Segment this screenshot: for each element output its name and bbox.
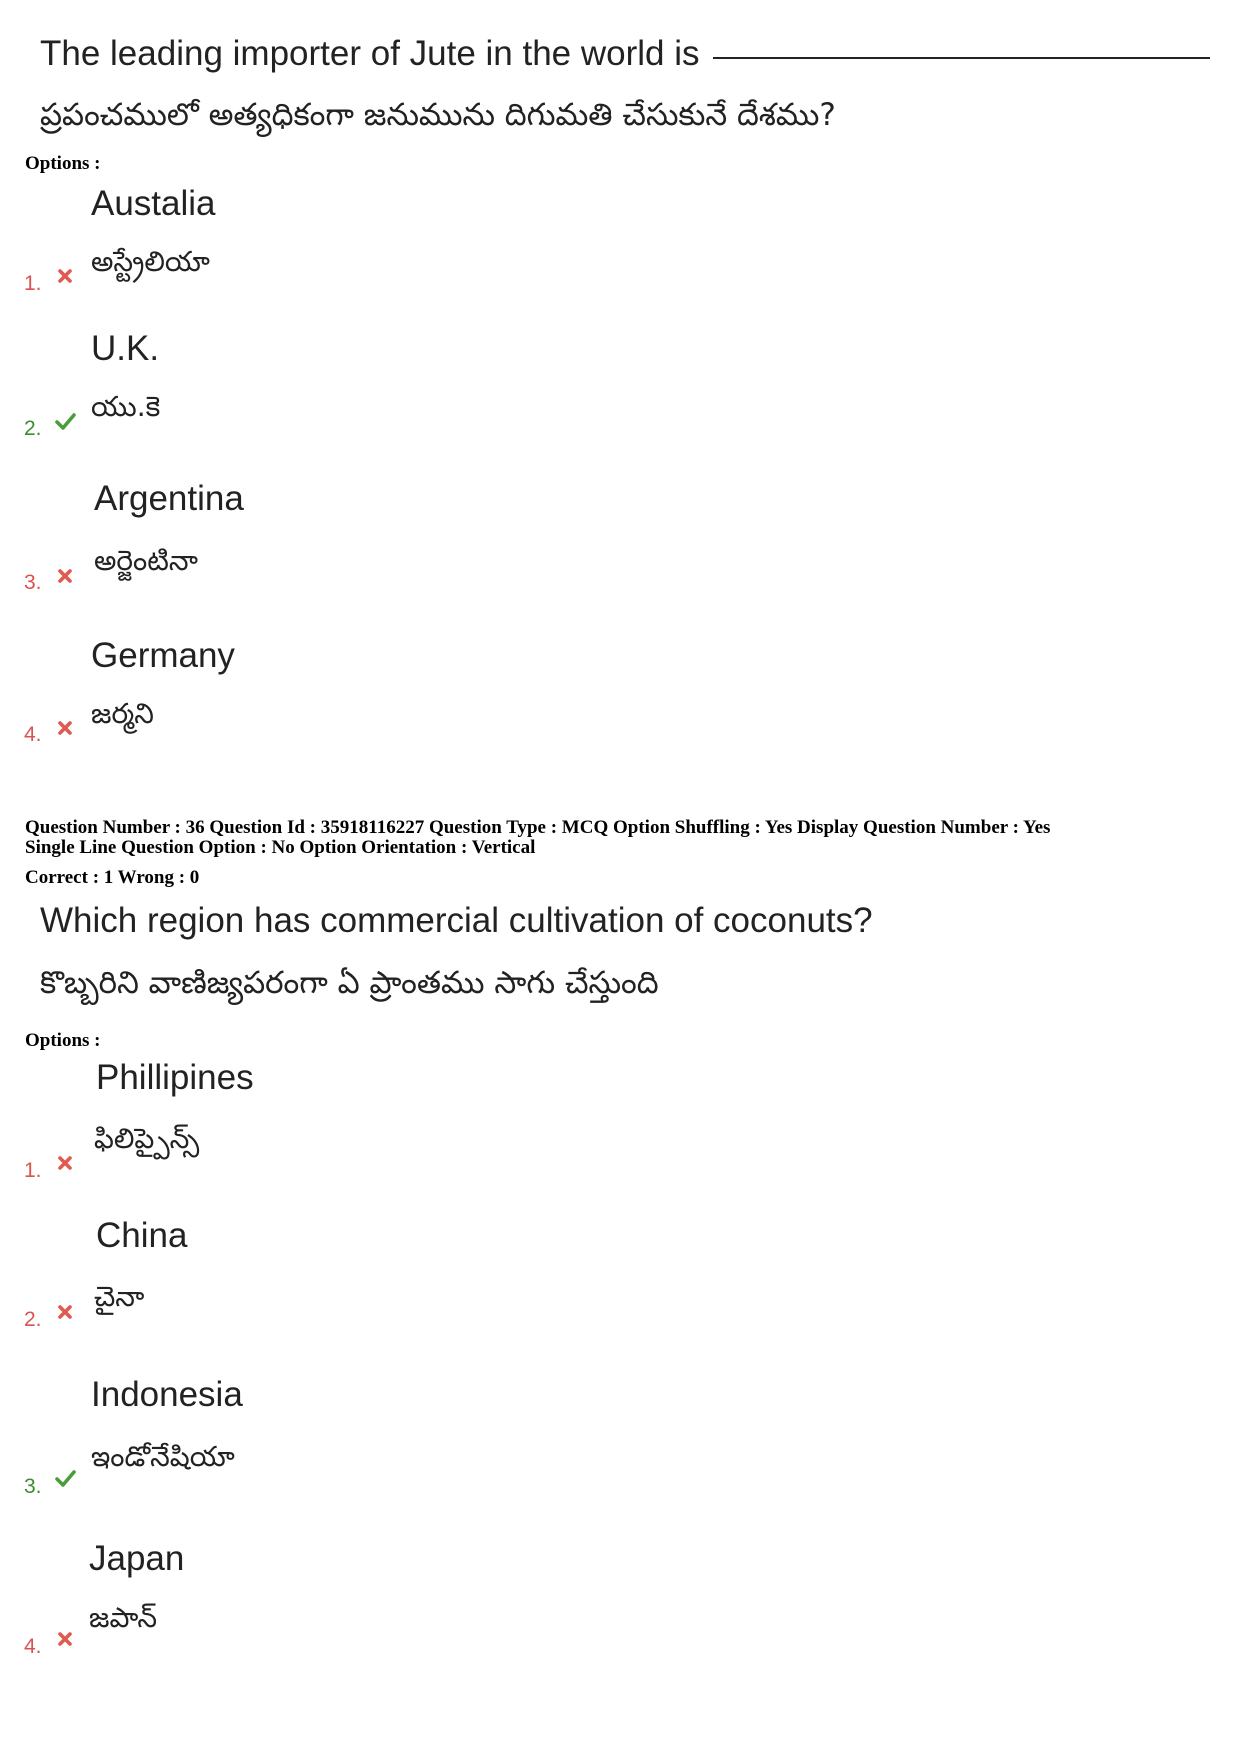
option-number: 3. bbox=[24, 1475, 42, 1498]
question-marks-line: Correct : 1 Wrong : 0 bbox=[25, 867, 200, 888]
option-text-te: జర్మని bbox=[91, 697, 154, 730]
options-label: Options : bbox=[25, 1030, 101, 1051]
option-text-te: యు.కె bbox=[91, 390, 161, 423]
check-icon bbox=[54, 410, 76, 432]
options-label: Options : bbox=[25, 153, 101, 174]
option-number: 4. bbox=[24, 1635, 42, 1658]
option-text-te: జపాన్ bbox=[89, 1601, 157, 1634]
cross-icon bbox=[54, 265, 76, 287]
option-text-te: ఫిలిప్పైన్స్ bbox=[94, 1122, 200, 1155]
option-number: 3. bbox=[24, 571, 42, 594]
cross-icon bbox=[54, 1301, 76, 1323]
option-number: 2. bbox=[24, 417, 42, 440]
option-text-en: Argentina bbox=[94, 479, 244, 518]
cross-icon bbox=[54, 565, 76, 587]
question-text-te: కొబ్బరిని వాణిజ్యపరంగా ఏ ప్రాంతము సాగు చేస్తుంది bbox=[40, 965, 659, 1001]
question-meta-line: Single Line Question Option : No Option Orientation : Vertical bbox=[25, 837, 536, 858]
option-number: 1. bbox=[24, 272, 42, 295]
option-number: 1. bbox=[24, 1159, 42, 1182]
option-text-en: Japan bbox=[89, 1539, 185, 1578]
option-text-te: అస్ట్రేలియా bbox=[91, 245, 210, 278]
question-text-te: ప్రపంచములో అత్యధికంగా జనుమును దిగుమతి చేసుకునే దేశము? bbox=[40, 97, 836, 133]
option-text-en: Germany bbox=[91, 636, 235, 675]
cross-icon bbox=[54, 1152, 76, 1174]
option-text-en: U.K. bbox=[91, 329, 160, 368]
option-number: 4. bbox=[24, 723, 42, 746]
check-icon bbox=[54, 1467, 76, 1489]
cross-icon bbox=[54, 717, 76, 739]
option-text-te: అర్జెంటినా bbox=[94, 544, 198, 577]
question-text-en: Which region has commercial cultivation of coconuts? bbox=[40, 901, 873, 940]
option-text-en: Phillipines bbox=[96, 1058, 254, 1097]
question-meta-line: Question Number : 36 Question Id : 35918116227 Question Type : MCQ Option Shuffling : Yes Display Question Number : Yes bbox=[25, 817, 1051, 838]
option-text-en: Indonesia bbox=[91, 1375, 243, 1414]
question-text-en: The leading importer of Jute in the world is bbox=[40, 34, 700, 73]
cross-icon bbox=[54, 1628, 76, 1650]
option-text-en: China bbox=[96, 1216, 188, 1255]
fill-in-blank-line bbox=[713, 57, 1210, 59]
option-text-te: చైనా bbox=[94, 1280, 145, 1313]
option-text-en: Austalia bbox=[91, 184, 216, 223]
option-text-te: ఇండోనేషియా bbox=[91, 1440, 235, 1473]
option-number: 2. bbox=[24, 1308, 42, 1331]
